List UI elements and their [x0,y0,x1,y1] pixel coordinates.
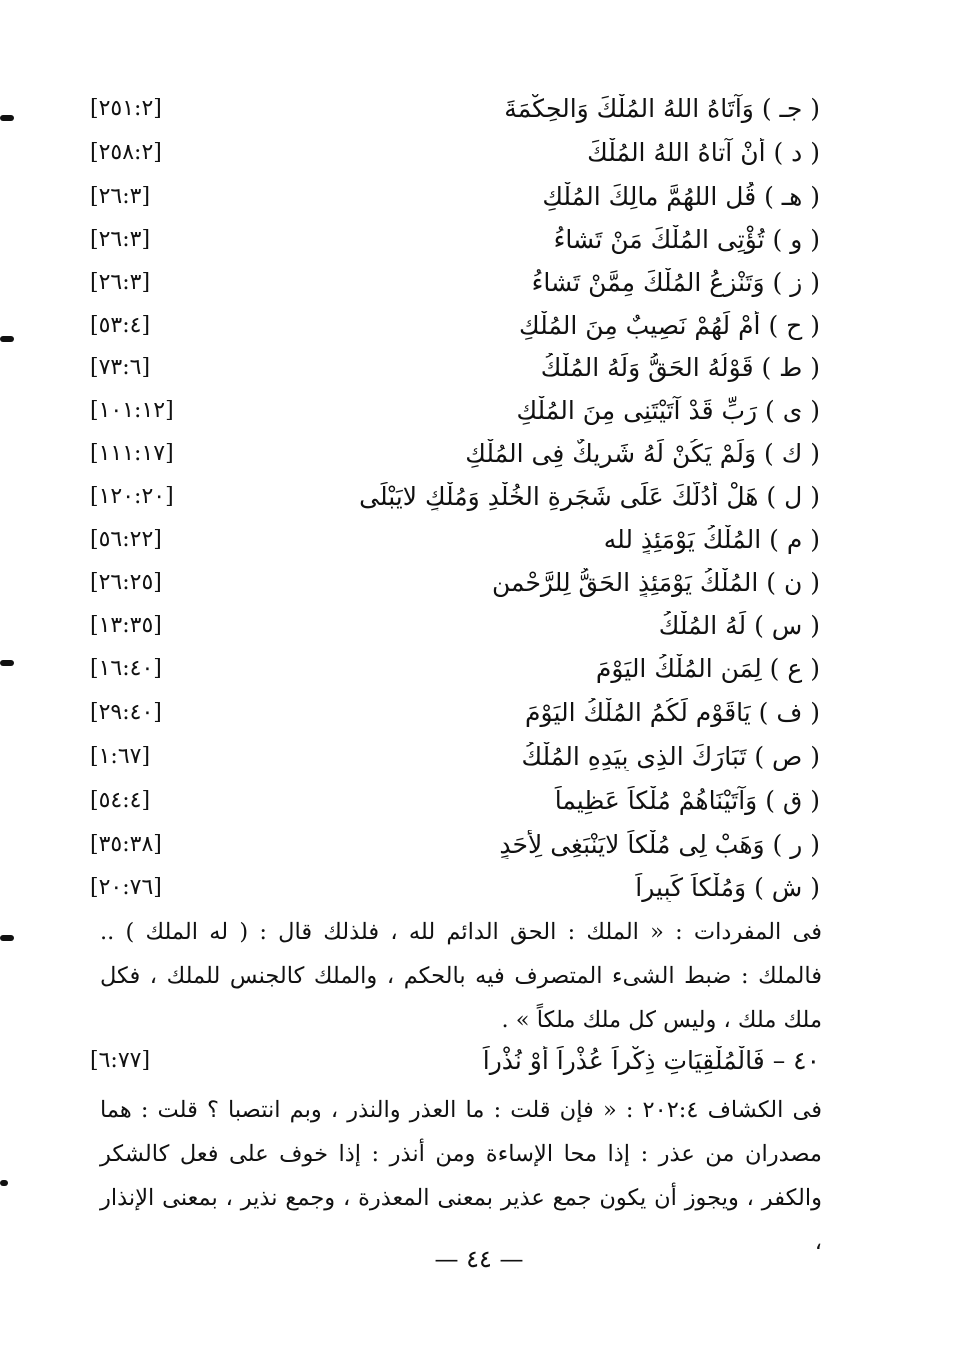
verse-reference: [٢٦:٢٥] [90,569,162,595]
verse-text: ( ح ) أَمْ لَهُمْ نَصِيبٌ مِنَ المُلْكِ [519,310,820,340]
verse-entry [90,347,820,387]
verse-reference: [٢٠:٧٦] [90,874,162,900]
verse-reference: [١:٦٧] [90,743,151,769]
verse-reference: [١٠١:١٢] [90,397,174,423]
verse-text: ( ز ) وَتَنْزِعُ المُلْكَ مِمَّنْ تَشاءُ [531,267,820,297]
margin-mark [0,115,14,121]
kashshaf-paragraph: فى الكشاف ٢٠٢:٤ : « فإن قلت : ما العذر والنذر ، وبم انتصبا ؟ قلت : هما مصدران من عذر : إذا محا الإساءة ومن أنذر : إذا خوف على فعل كالشكر والكفر ، ويجوز أن يكون جمع عذير بمعنى المعذرة ، وجمع نذير ، بمعنى الإنذار ، [100,1097,822,1255]
verse-entry [90,219,820,259]
margin-mark [0,336,14,342]
verse-entry [90,562,820,602]
verse-text: ٤٠ – فَالْمُلْقِيَاتِ ذِكْراً عُذْراً أَوْ نُذْراً [482,1045,820,1075]
page-number: — ٤٤ — [434,1245,524,1273]
verse-entry [90,780,820,820]
verse-reference: [٢٦:٣] [90,183,151,209]
verse-text: ( ف ) يَاقَوْمِ لَكُمُ المُلْكُ اليَوْمَ [525,697,820,727]
verse-reference: [٦:٧٧] [90,1047,151,1073]
verse-text: ( ع ) لِمَنِ المُلْكُ اليَوْمَ [595,653,820,683]
verse-reference: [١٣:٣٥] [90,612,162,638]
verse-text: ( د ) أنْ آتاهُ اللهُ المُلْكَ [587,137,820,167]
verse-text: ( ى ) رَبِّ قَدْ آتَيْتَنِى مِنَ المُلْكِ [516,395,820,425]
verse-text: ( جـ ) وَآتَاهُ اللهُ المُلْكَ وَالحِكْمَةَ [504,93,820,123]
margin-mark [0,660,14,666]
verse-reference: [٥٣:٤] [90,312,151,338]
verse-entry [90,824,820,864]
verse-reference: [٥٦:٢٢] [90,526,162,552]
verse-entry [90,305,820,345]
verse-reference: [٥٤:٤] [90,787,151,813]
verse-entry [90,692,820,732]
verse-reference: [٢٥١:٢] [90,95,162,121]
verse-entry [90,433,820,473]
verse-entry [90,262,820,302]
verse-text: ( ش ) وَمُلْكاً كَبِيراً [635,872,820,902]
verse-reference: [٢٩:٤٠] [90,699,162,725]
mufradat-paragraph: فى المفردات : « الملك : الحق الدائم لله ، فلذلك قال : ( له الملك ) .. فالملك : ضبط الشىء المتصرف فيه بالحكم ، والملك كالجنس للملك ، فكل ملك ملك ، وليس كل ملك ملكاً » . [100,919,822,1033]
verse-entry [90,176,820,216]
verse-reference: [٢٥٨:٢] [90,139,162,165]
verse-entry [90,605,820,645]
verse-entry [90,736,820,776]
verse-text: ( س ) لَهُ المُلْكُ [658,610,820,640]
verse-entry [90,390,820,430]
verse-entry [90,132,820,172]
verse-entry [90,648,820,688]
verse-text: ( ك ) وَلَمْ يَكُنْ لَهُ شَرِيكٌ فِى المُلْكِ [465,438,820,468]
verse-entry [90,88,820,128]
verse-reference: [٣٥:٣٨] [90,831,162,857]
verse-text: ( هـ ) قُل اللهُمَّ مالِكَ المُلْكِ [542,181,820,211]
verse-text: ( ص ) تَبَارَكَ الذِى بِيَدِهِ المُلْكُ [521,741,820,771]
verse-entry [90,476,820,516]
verse-reference: [٢٦:٣] [90,226,151,252]
verse-text: ( ل ) هَلْ أَدُلُّكَ عَلَى شَجَرةِ الخُلْدِ وَمُلْكٍ لايَبْلَى [359,481,820,511]
margin-mark [0,1180,8,1186]
verse-text: ( م ) المُلْكُ يَوْمَئِذٍ لله [603,524,820,554]
verse-entry-40 [90,1040,820,1080]
verse-reference: [١١١:١٧] [90,440,174,466]
margin-mark [0,935,14,941]
verse-reference: [٢٦:٣] [90,269,151,295]
verse-reference: [١٢٠:٢٠] [90,483,174,509]
verse-reference: [٧٣:٦] [90,354,151,380]
verse-text: ( ق ) وَآتَيْنَاهُمْ مُلْكاً عَظِيماً [554,785,820,815]
verse-entry [90,519,820,559]
verse-reference: [١٦:٤٠] [90,655,162,681]
verse-text: ( و ) تُؤْتِى المُلْكَ مَنْ تَشاءُ [553,224,820,254]
verse-text: ( ر ) وَهَبْ لِى مُلْكاً لايَنْبَغِى لِأَحَدٍ [499,829,820,859]
verse-text: ( ن ) المُلْكُ يَوْمَئِذٍ الحَقُّ لِلرَّحْمن [491,567,820,597]
verse-text: ( ط ) قَوْلُهُ الحَقُّ وَلَهُ المُلْكُ [540,352,820,382]
verse-entry [90,867,820,907]
